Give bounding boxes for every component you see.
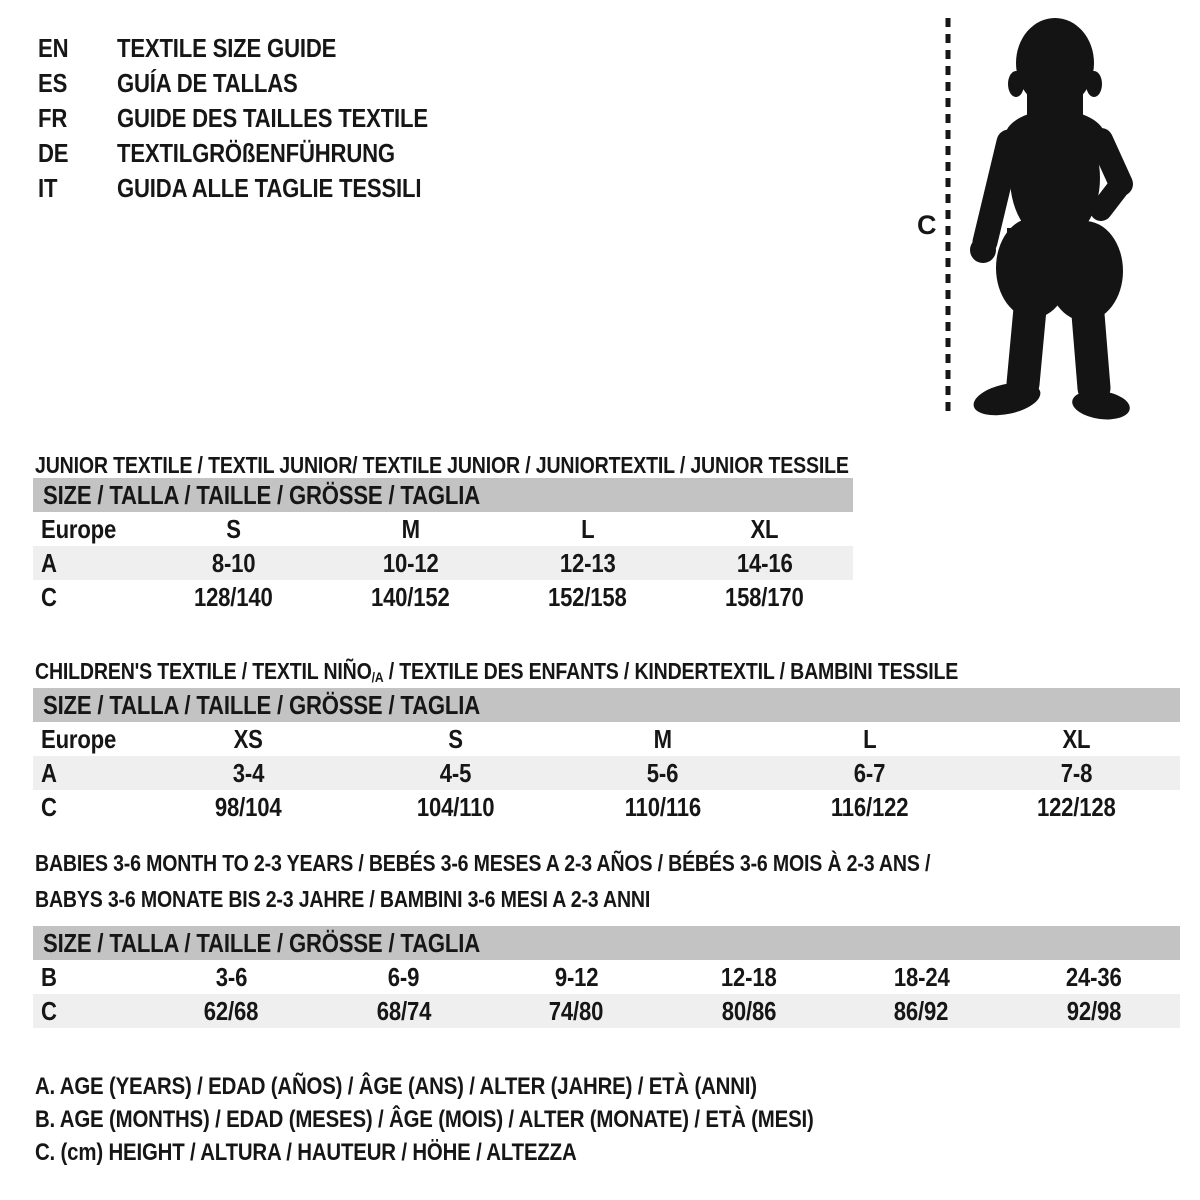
- language-guide-title: GUÍA DE TALLAS: [117, 68, 298, 98]
- row-label: B: [41, 961, 57, 992]
- language-row: [38, 66, 483, 101]
- size-cell: [559, 722, 766, 756]
- size-cell: [973, 722, 1180, 756]
- size-cell: [352, 790, 559, 824]
- size-cell: [145, 546, 322, 580]
- legend-line-age-months: [35, 1103, 951, 1136]
- size-value: L: [862, 723, 877, 754]
- size-cell: [676, 580, 853, 614]
- language-code: EN: [38, 33, 69, 63]
- babies-title-line2: [35, 881, 1088, 917]
- legend-line-height-cm: [35, 1136, 951, 1169]
- height-measure-label: C: [917, 210, 937, 240]
- babies-title-line1-text: BABIES 3-6 MONTH TO 2-3 YEARS / BEBÉS 3-6 MESES A 2-3 AÑOS / BÉBÉS 3-6 MOIS À 2-3 ANS /: [35, 850, 931, 876]
- row-label: C: [41, 581, 57, 612]
- size-cell: [145, 512, 322, 546]
- age-years-row: [33, 756, 1180, 790]
- size-value: 14-16: [736, 547, 793, 578]
- row-label: C: [41, 995, 57, 1026]
- language-code-cell: [38, 136, 117, 171]
- height-cm-row: [33, 790, 1180, 824]
- size-value: 7-8: [1060, 757, 1093, 788]
- size-cell: [499, 546, 676, 580]
- language-code-cell: [38, 101, 117, 136]
- row-label-cell: [33, 546, 145, 580]
- size-value: 68/74: [376, 995, 431, 1026]
- row-label-cell: [33, 756, 145, 790]
- size-value: 8-10: [211, 547, 256, 578]
- size-value: 86/92: [894, 995, 949, 1026]
- size-cell: [322, 512, 499, 546]
- size-cell: [766, 790, 973, 824]
- size-value: 104/110: [416, 791, 495, 822]
- size-header-cell: [33, 688, 1180, 722]
- size-cell: [766, 722, 973, 756]
- size-header-row: [33, 688, 1180, 722]
- size-cell: [145, 960, 318, 994]
- size-cell: [352, 756, 559, 790]
- size-value: 92/98: [1066, 995, 1121, 1026]
- size-cell: [145, 722, 352, 756]
- babies-size-table: [33, 926, 1180, 1028]
- legend-line-age-years: [35, 1070, 951, 1103]
- size-header-row: [33, 478, 853, 512]
- junior-section-title: [35, 450, 992, 480]
- language-code: IT: [38, 173, 58, 203]
- language-code: DE: [38, 138, 69, 168]
- size-cell: [559, 790, 766, 824]
- size-cell: [322, 546, 499, 580]
- language-guide-title: GUIDA ALLE TAGLIE TESSILI: [117, 173, 422, 203]
- size-header-label: SIZE / TALLA / TAILLE / GRÖSSE / TAGLIA: [43, 927, 481, 958]
- nino-a-subscript: /A: [371, 670, 384, 687]
- children-title-part2: / TEXTILE DES ENFANTS / KINDERTEXTIL / BAMBINI TESSILE: [383, 658, 959, 685]
- legend-text: B. AGE (MONTHS) / EDAD (MESES) / ÂGE (MOIS) / ALTER (MONATE) / ETÀ (MESI): [35, 1106, 814, 1133]
- measurement-legend: [35, 1070, 951, 1169]
- size-cell: [766, 756, 973, 790]
- height-figure: [895, 0, 1160, 430]
- legend-text: A. AGE (YEARS) / EDAD (AÑOS) / ÂGE (ANS) / ALTER (JAHRE) / ETÀ (ANNI): [35, 1073, 757, 1100]
- size-cell: [676, 512, 853, 546]
- size-value: 116/122: [830, 791, 909, 822]
- size-value: 12-13: [559, 547, 616, 578]
- size-cell: [973, 790, 1180, 824]
- language-guide-title: GUIDE DES TAILLES TEXTILE: [117, 103, 428, 133]
- size-header-label: SIZE / TALLA / TAILLE / GRÖSSE / TAGLIA: [43, 479, 481, 510]
- junior-size-table: [33, 478, 853, 614]
- language-code: ES: [38, 68, 68, 98]
- size-value: M: [653, 723, 672, 754]
- size-value: L: [580, 513, 595, 544]
- language-guide-title: TEXTILE SIZE GUIDE: [117, 33, 337, 63]
- babies-section-title: [35, 845, 1088, 917]
- language-row: [38, 171, 483, 206]
- row-label: A: [41, 757, 57, 788]
- size-value: 3-4: [232, 757, 265, 788]
- size-header-row: [33, 926, 1180, 960]
- children-title-part1: CHILDREN'S TEXTILE / TEXTIL NIÑO: [35, 658, 372, 685]
- size-cell: [676, 546, 853, 580]
- legend-text: C. (cm) HEIGHT / ALTURA / HAUTEUR / HÖHE / ALTEZZA: [35, 1139, 577, 1166]
- size-value: XL: [750, 513, 779, 544]
- size-value: 110/116: [624, 791, 701, 822]
- size-value: 24-36: [1065, 961, 1122, 992]
- row-label-cell: [33, 512, 145, 546]
- size-cell: [145, 580, 322, 614]
- row-label-cell: [33, 580, 145, 614]
- size-value: XL: [1062, 723, 1091, 754]
- size-cell: [318, 960, 491, 994]
- size-value: 80/86: [721, 995, 776, 1026]
- europe-size-row: [33, 512, 853, 546]
- junior-section-title-text: JUNIOR TEXTILE / TEXTIL JUNIOR/ TEXTILE JUNIOR / JUNIORTEXTIL / JUNIOR TESSILE: [35, 452, 849, 479]
- size-cell: [490, 960, 663, 994]
- language-row: [38, 31, 483, 66]
- size-value: 5-6: [646, 757, 679, 788]
- size-cell: [559, 756, 766, 790]
- size-value: 74/80: [549, 995, 604, 1026]
- row-label: A: [41, 547, 57, 578]
- size-value: 128/140: [194, 581, 273, 612]
- size-value: 3-6: [215, 961, 247, 992]
- size-cell: [490, 994, 663, 1028]
- size-cell: [145, 994, 318, 1028]
- size-cell: [1008, 994, 1181, 1028]
- age-years-row: [33, 546, 853, 580]
- size-cell: [663, 994, 836, 1028]
- row-label-cell: [33, 994, 145, 1028]
- size-value: 9-12: [554, 961, 599, 992]
- size-header-cell: [33, 926, 1180, 960]
- row-label: Europe: [41, 513, 117, 544]
- row-label: Europe: [41, 723, 117, 754]
- size-cell: [835, 960, 1008, 994]
- size-value: M: [401, 513, 420, 544]
- size-value: 140/152: [371, 581, 450, 612]
- language-title-list: [38, 31, 483, 206]
- size-value: 10-12: [382, 547, 439, 578]
- size-value: 6-9: [388, 961, 420, 992]
- size-cell: [499, 580, 676, 614]
- size-cell: [318, 994, 491, 1028]
- language-code-cell: [38, 171, 117, 206]
- size-value: XS: [233, 723, 264, 754]
- size-value: 4-5: [439, 757, 472, 788]
- row-label-cell: [33, 960, 145, 994]
- size-cell: [1008, 960, 1181, 994]
- size-value: S: [226, 513, 241, 544]
- language-row: [38, 101, 483, 136]
- language-code: FR: [38, 103, 68, 133]
- size-header-label: SIZE / TALLA / TAILLE / GRÖSSE / TAGLIA: [43, 689, 481, 720]
- size-value: 152/158: [548, 581, 627, 612]
- size-cell: [322, 580, 499, 614]
- size-header-cell: [33, 478, 853, 512]
- language-code-cell: [38, 31, 117, 66]
- row-label-cell: [33, 722, 145, 756]
- babies-title-line2-text: BABYS 3-6 MONATE BIS 2-3 JAHRE / BAMBINI 3-6 MESI A 2-3 ANNI: [35, 886, 651, 912]
- language-guide-title: TEXTILGRÖßENFÜHRUNG: [117, 138, 395, 168]
- height-cm-row: [33, 580, 853, 614]
- europe-size-row: [33, 722, 1180, 756]
- size-cell: [352, 722, 559, 756]
- size-cell: [663, 960, 836, 994]
- size-value: 98/104: [215, 791, 282, 822]
- size-cell: [973, 756, 1180, 790]
- size-value: 6-7: [853, 757, 886, 788]
- row-label: C: [41, 791, 57, 822]
- size-value: 122/128: [1037, 791, 1116, 822]
- age-months-row: [33, 960, 1180, 994]
- size-value: 158/170: [725, 581, 804, 612]
- size-cell: [145, 790, 352, 824]
- size-value: 62/68: [204, 995, 259, 1026]
- size-value: S: [448, 723, 463, 754]
- size-cell: [145, 756, 352, 790]
- size-value: 18-24: [893, 961, 950, 992]
- size-cell: [835, 994, 1008, 1028]
- size-value: 12-18: [720, 961, 777, 992]
- row-label-cell: [33, 790, 145, 824]
- language-code-cell: [38, 66, 117, 101]
- height-cm-row: [33, 994, 1180, 1028]
- size-cell: [499, 512, 676, 546]
- babies-title-line1: [35, 845, 1088, 881]
- children-size-table: [33, 688, 1180, 824]
- language-row: [38, 136, 483, 171]
